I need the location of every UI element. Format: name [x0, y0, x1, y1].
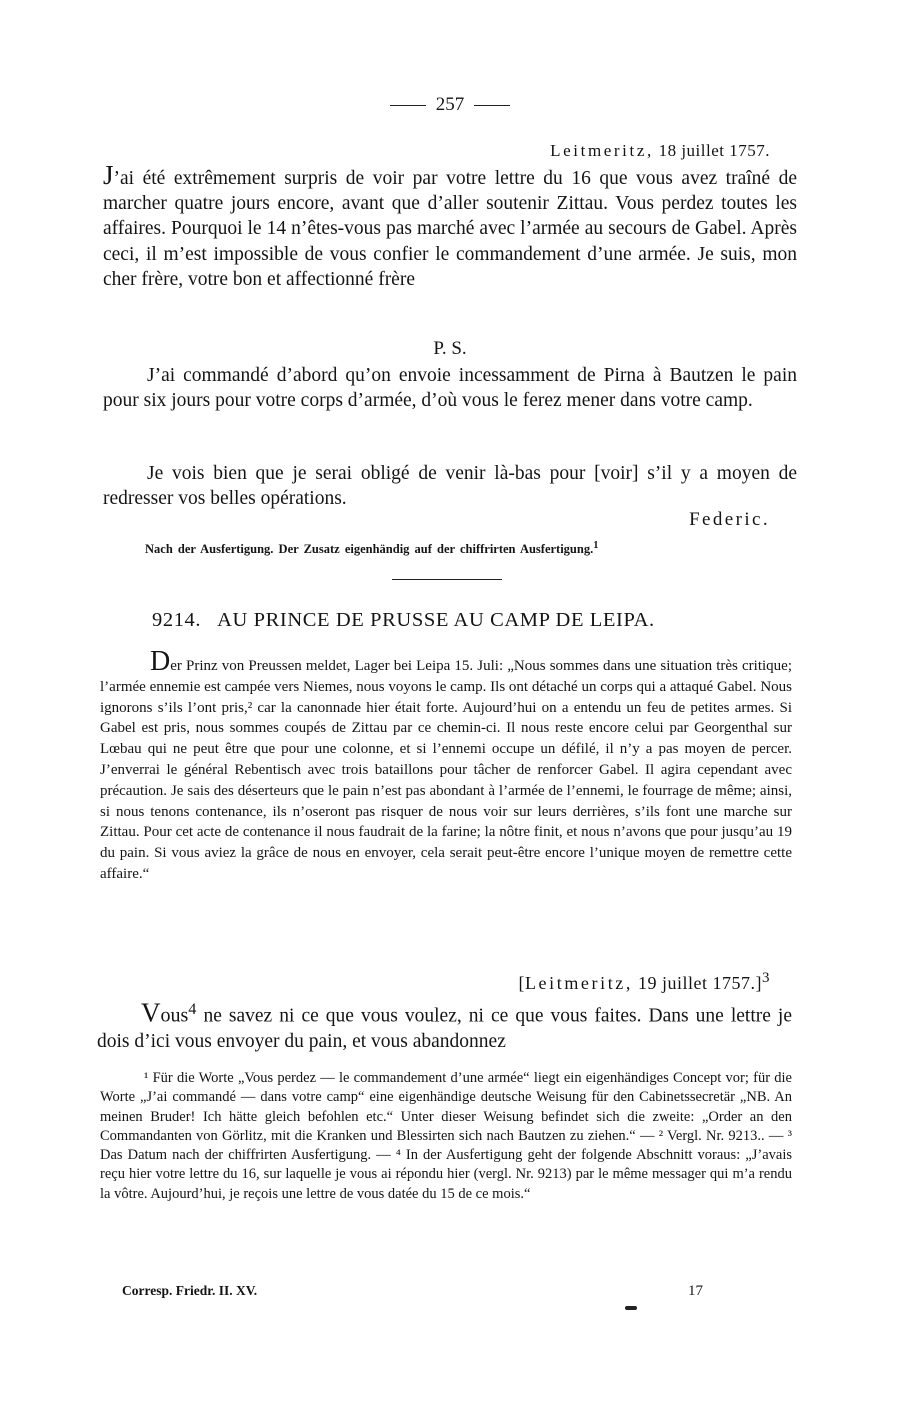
footer-signature-mark: 17 — [688, 1283, 703, 1299]
footnotes-text: ¹ Für die Worte „Vous perdez — le commandement d’une armée“ liegt ein eigenhändiges Concept vor; für die Worte „J’ai commandé — dans votre camp“ eine eigenhändige deutsche Weisung für den Cabinetssecretär „NB. An meinen Bruder! Ich hätte gleich befohlen etc.“ Unter dieser Weisung befindet sich die zweite: „Order an den Commandanten von Görlitz, mit die Kranken und Blessirten sich nach Bautzen zu ziehen.“ — ² Vergl. Nr. 9213.. — ³ Das Datum nach der chiffrirten Ausfertigung. — ⁴ In der Ausfertigung geht der folgende Abschnitt voraus: „J’avais reçu hier votre lettre du 16, sur laquelle je vous ai répondu hier (vergl. Nr. 9213) par le même messager qui m’a rendu la vôtre. Aujourd’hui, je reçois une lettre de vous datée du 15 de ce mois.“ — [100, 1070, 792, 1202]
postscript-paragraph-1 — [103, 363, 797, 413]
letter1-body-text: ’ai été extrêmement surpris de voir par votre lettre du 16 que vous avez traîné de marcher quatre jours encore, avant que d’aller soutenir Zittau. Vous perdez toutes les affaires. Pourquoi le 14 n’êtes-vous pas marché avec l’armée au secours de Gabel. Après ceci, il m’est impossible de vous confier le commandement d’une armée. Je suis, mon cher frère, votre bon et affectionné frère — [103, 168, 797, 290]
letter1-dateline-place: Leitmeritz, — [550, 141, 654, 160]
page-number — [0, 94, 900, 116]
letter2-dateline-close: ] — [755, 973, 762, 993]
letter2-body — [97, 997, 792, 1054]
letter1-source-note-marker: 1 — [593, 540, 599, 551]
letter2-heading-text: AU PRINCE DE PRUSSE AU CAMP DE LEIPA. — [217, 609, 655, 631]
letter2-body-marker: 4 — [188, 1000, 197, 1018]
postscript-paragraph-2 — [103, 461, 797, 511]
page-number-dash-right — [474, 105, 510, 106]
letter2-dateline-open: [ — [518, 973, 525, 993]
letter2-dateline-marker: 3 — [762, 970, 770, 986]
letter2-dateline-date: 19 juillet 1757. — [638, 973, 756, 993]
letter2-summary-initial: D — [150, 646, 171, 677]
postscript-paragraph-1-text: J’ai commandé d’abord qu’on envoie incessamment de Pirna à Bautzen le pain pour six jours pour votre corps d’armée, d’où vous le ferez mener dans votre camp. — [103, 365, 797, 412]
letter2-body-first-word: ous — [160, 1004, 189, 1027]
letter2-number: 9214. — [152, 609, 202, 631]
footnotes — [100, 1069, 792, 1204]
letter1-signature: Federic. — [689, 509, 770, 530]
footer-collection: Corresp. Friedr. II. XV. — [122, 1283, 258, 1298]
letter1-dateline — [550, 141, 770, 161]
page-number-text: 257 — [435, 94, 465, 115]
section-divider — [392, 579, 502, 580]
letter2-body-initial: V — [141, 997, 161, 1028]
letter2-body-text: ne savez ni ce que vous voulez, ni ce que vous faites. Dans une lettre je dois d’ici vous envoyer du pain, et vous abandonnez — [97, 1005, 793, 1052]
page-number-dash-left — [390, 105, 426, 106]
letter2-dateline-place: Leitmeritz, — [524, 973, 633, 993]
letter2-heading — [152, 609, 792, 632]
letter2-summary-text: er Prinz von Preussen meldet, Lager bei Leipa 15. Juli: „Nous sommes dans une situation très critique; l’armée ennemie est campée vers Niemes, nous voyons le camp. Ils ont détaché un corps qui a attaqué Gabel. Nous ignorons s’ils l’ont pris,² car la canonnade hier était forte. Aujourd’hui on a entendu un feu de petites armes. Si Gabel est pris, nous sommes coupés de Zittau par ce chemin-ci. Il nous reste encore celui par Georgenthal sur Lœbau qui ne peut être que pour une colonne, et si l’ennemi occupe un défilé, il n’y a pas moyen de percer. J’enverrai le général Rebentisch avec trois bataillons pour tâcher de renforcer Gabel. Il agira cependant avec précaution. Je sais des déserteurs que le pain n’est pas abondant à l’armée de l’ennemi, le fourrage de même; ainsi, si nous tenons contenance, ils n’oseront pas risquer de nous voir sur leurs derrières, s’ils font une marche sur Zittau. Pour cet acte de contenance il nous faudrait de la farine; la nôtre finit, et nous n’avons que pour jusqu’au 19 du pain. Si vous aviez la grâce de nous en envoyer, cela serait peut-être encore l’unique moyen de remettre cette affaire.“ — [100, 658, 792, 882]
letter2-dateline — [518, 970, 770, 994]
letter1-body — [103, 160, 797, 292]
letter1-source-note — [145, 540, 598, 557]
letter1-source-note-text: Nach der Ausfertigung. Der Zusatz eigenhändig auf der chiffrirten Ausfertigung. — [145, 542, 594, 557]
postscript-paragraph-2-text: Je vois bien que je serai obligé de venir là-bas pour [voir] s’il y a moyen de redresser vos belles opérations. — [103, 463, 797, 510]
postscript-label: P. S. — [433, 338, 467, 359]
letter2-summary — [100, 646, 792, 885]
letter1-dateline-date: 18 juillet 1757. — [658, 141, 770, 160]
ink-mark — [625, 1306, 637, 1310]
letter1-drop-initial: J — [103, 160, 114, 190]
